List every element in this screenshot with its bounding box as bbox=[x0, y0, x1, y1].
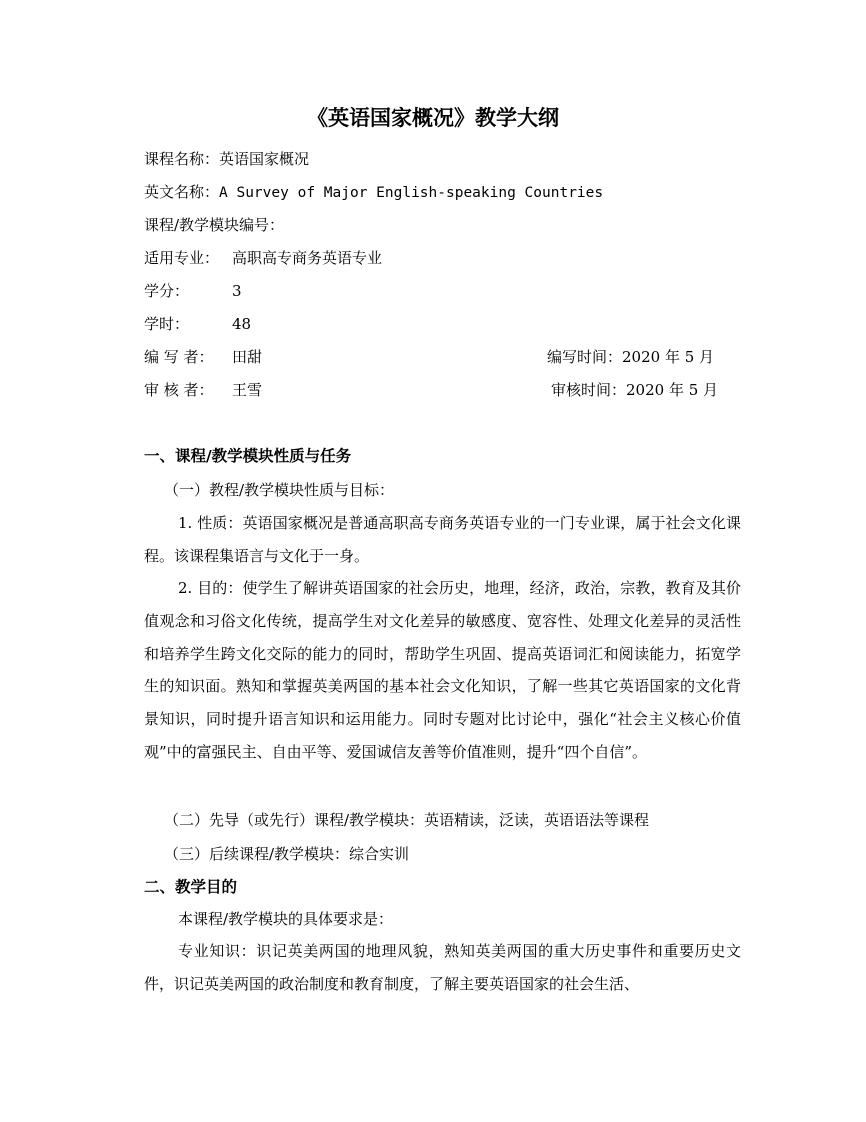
module-code-row bbox=[144, 214, 284, 236]
major-value: 高职高专商务英语专业 bbox=[232, 249, 383, 267]
major-label: 适用专业： bbox=[144, 249, 220, 267]
write-time bbox=[547, 346, 714, 368]
course-name-value: 英语国家概况 bbox=[219, 150, 310, 168]
english-name-label: 英文名称： bbox=[144, 183, 220, 201]
author-label: 编 写 者： bbox=[144, 348, 214, 366]
review-time bbox=[551, 379, 718, 401]
module-code-label: 课程/教学模块编号： bbox=[144, 216, 285, 234]
hours-row bbox=[144, 313, 252, 335]
hours-label: 学时： bbox=[144, 315, 190, 333]
credit-value: 3 bbox=[232, 282, 242, 300]
write-time-value: 2020 年 5 月 bbox=[622, 348, 715, 366]
reviewer-row bbox=[144, 379, 263, 401]
review-time-value: 2020 年 5 月 bbox=[626, 381, 719, 399]
author-value: 田甜 bbox=[232, 348, 263, 366]
course-name-row bbox=[144, 148, 309, 170]
credit-row bbox=[144, 280, 242, 302]
english-name-row bbox=[144, 181, 603, 204]
section2-paragraph-1: 专业知识：识记英美两国的地理风貌，熟知英美两国的重大历史事件和重要历史文件，识记英美两国的政治制度和教育制度，了解主要英语国家的社会生活、 bbox=[144, 942, 741, 993]
review-time-label: 审核时间： bbox=[551, 381, 627, 399]
section1-paragraph-2: 2. 目的：使学生了解讲英语国家的社会历史，地理，经济，政治，宗教，教育及其价值观念和习俗文化传统，提高学生对文化差异的敏感度、宽容性、处理文化差异的灵活性和培养学生跨文化交际的能力的同时，帮助学生巩固、提高英语词汇和阅读能力，拓宽学生的知识面。熟知和掌握英美两国的基本社会文化知识，了解一些其它英语国家的文化背景知识，同时提升语言知识和运用能力。同时专题对比讨论中，强化“社会主义核心价值观”中的富强民主、自由平等、爱国诚信友善等价值准则，提升“四个自信”。 bbox=[144, 579, 741, 761]
section2-intro: 本课程/教学模块的具体要求是： bbox=[178, 910, 394, 928]
credit-label: 学分： bbox=[144, 282, 190, 300]
reviewer-label: 审 核 者： bbox=[144, 381, 214, 399]
section1-sub1: （一）教程/教学模块性质与目标： bbox=[164, 481, 395, 499]
document-title: 《英语国家概况》教学大纲 bbox=[307, 106, 559, 130]
section1-heading: 一、课程/教学模块性质与任务 bbox=[144, 447, 352, 465]
section1-sub3: （三）后续课程/教学模块：综合实训 bbox=[164, 845, 410, 863]
write-time-label: 编写时间： bbox=[547, 348, 623, 366]
course-name-label: 课程名称： bbox=[144, 150, 220, 168]
section1-paragraph-1: 1. 性质：英语国家概况是普通高职高专商务英语专业的一门专业课，属于社会文化课程。该课程集语言与文化于一身。 bbox=[144, 514, 741, 565]
section1-sub2: （二）先导（或先行）课程/教学模块：英语精读，泛读，英语语法等课程 bbox=[164, 811, 650, 829]
reviewer-value: 王雪 bbox=[232, 381, 263, 399]
author-row bbox=[144, 346, 263, 368]
hours-value: 48 bbox=[232, 315, 252, 333]
section2-heading: 二、教学目的 bbox=[144, 878, 238, 896]
major-row bbox=[144, 247, 383, 269]
english-name-value: A Survey of Major English-speaking Countries bbox=[219, 185, 604, 201]
